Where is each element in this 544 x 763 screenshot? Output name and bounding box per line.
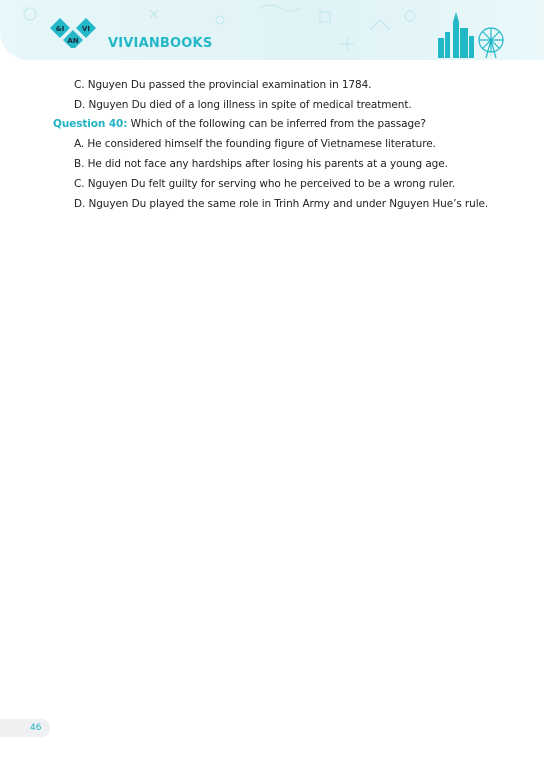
city-skyline-icon [436,8,508,60]
option-b: B. He did not face any hardships after losing his parents at a young age. [74,158,448,170]
question-text: Which of the following can be inferred from the passage? [127,118,426,130]
brand-name: VIVIANBOOKS [108,36,213,51]
page-header [0,0,544,60]
vivianbooks-logo [50,18,102,48]
page-number: 46 [0,719,50,737]
option-a: A. He considered himself the founding figure of Vietnamese literature. [74,138,436,150]
question-40 [53,117,426,131]
question-number: Question 40: [53,118,128,130]
logo-tile-2: VI [81,25,91,33]
option-c: C. Nguyen Du felt guilty for serving who he perceived to be a wrong ruler. [74,178,456,190]
logo-tile-1: &I [55,25,65,33]
option-d-previous: D. Nguyen Du died of a long illness in spite of medical treatment. [74,99,412,111]
option-c-previous: C. Nguyen Du passed the provincial examination in 1784. [74,79,372,91]
option-d: D. Nguyen Du played the same role in Trinh Army and under Nguyen Hue’s rule. [74,198,489,210]
logo-tile-3: AN [67,37,79,45]
